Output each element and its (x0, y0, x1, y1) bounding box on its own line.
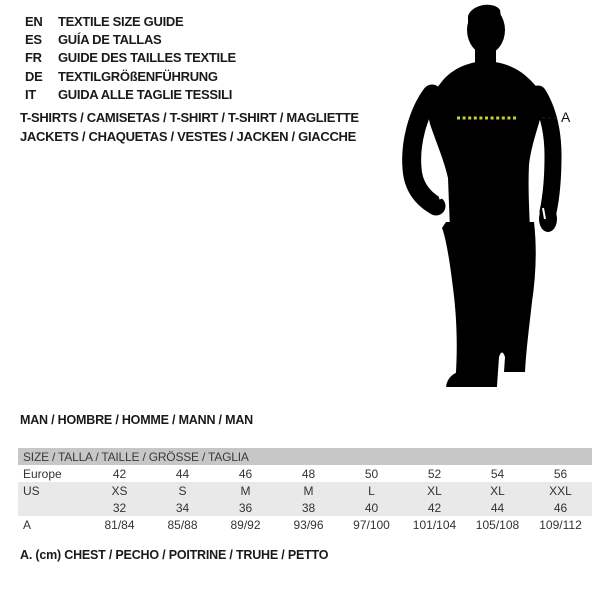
language-code: IT (25, 87, 36, 103)
language-label: GUÍA DE TALLAS (58, 32, 162, 48)
cell: 48 (301, 466, 316, 481)
right-armpit-gap (536, 140, 538, 203)
cell: M (214, 482, 277, 499)
table-row-uk (18, 499, 592, 516)
cell: 34 (151, 499, 214, 516)
language-code: ES (25, 32, 42, 48)
cell: 42 (403, 499, 466, 516)
language-row (25, 12, 236, 30)
hair-shape (468, 5, 502, 28)
cell: 50 (364, 466, 379, 481)
cell: 93/96 (293, 517, 324, 532)
man-silhouette (402, 0, 572, 400)
cell: 42 (112, 466, 127, 481)
legs-shape (442, 222, 536, 386)
language-code: DE (25, 68, 43, 84)
footnote: A. (cm) CHEST / PECHO / POITRINE / TRUHE / PETTO (20, 548, 329, 562)
cell: XL (466, 482, 529, 499)
section-title-man: MAN / HOMBRE / HOMME / MANN / MAN (20, 413, 253, 427)
cell: S (151, 482, 214, 499)
row-label (18, 499, 88, 516)
language-row (25, 30, 236, 48)
cell: 52 (427, 466, 442, 481)
foot-shape (446, 371, 497, 387)
size-table-header-row (18, 448, 592, 465)
language-code: EN (25, 13, 43, 29)
language-label: GUIDA ALLE TAGLIE TESSILI (58, 87, 233, 103)
table-row-us (18, 482, 592, 499)
language-label: TEXTILGRÖßENFÜHRUNG (58, 68, 218, 84)
torso-shape (428, 61, 543, 230)
cell: 105/108 (475, 517, 520, 532)
cell: XS (88, 482, 151, 499)
cell: 89/92 (230, 517, 261, 532)
left-armpit-gap (432, 148, 441, 199)
measure-label-a: A (561, 109, 571, 125)
table-row-chest-a (18, 516, 592, 533)
cell: 36 (214, 499, 277, 516)
cell: 85/88 (167, 517, 198, 532)
row-label: Europe (23, 466, 62, 481)
cell: 109/112 (539, 517, 582, 532)
category-tshirts: T-SHIRTS / CAMISETAS / T-SHIRT / T-SHIRT / MAGLIETTE (20, 110, 359, 125)
category-list (20, 108, 359, 146)
size-table-header: SIZE / TALLA / TAILLE / GRÖSSE / TAGLIA (18, 448, 592, 465)
hand-shape (539, 206, 557, 232)
size-table (18, 448, 592, 533)
language-code: FR (25, 50, 42, 66)
cell: XL (403, 482, 466, 499)
cell: 101/104 (412, 517, 457, 532)
language-row (25, 49, 236, 67)
cell: 54 (490, 466, 505, 481)
cell: 32 (88, 499, 151, 516)
cell: L (340, 482, 403, 499)
cell: XXL (529, 482, 592, 499)
language-row (25, 86, 236, 104)
cell: 56 (553, 466, 568, 481)
cell: 44 (466, 499, 529, 516)
cell: 38 (277, 499, 340, 516)
cell: 40 (340, 499, 403, 516)
man-silhouette-figure (402, 0, 572, 400)
language-list (25, 12, 236, 104)
cell: 81/84 (104, 517, 135, 532)
cell: M (277, 482, 340, 499)
language-label: GUIDE DES TAILLES TEXTILE (58, 50, 236, 66)
row-label: A (23, 517, 32, 532)
language-label: TEXTILE SIZE GUIDE (58, 13, 184, 29)
category-jackets: JACKETS / CHAQUETAS / VESTES / JACKEN / GIACCHE (20, 129, 356, 144)
row-label: US (18, 482, 88, 499)
cell: 44 (175, 466, 190, 481)
size-table-wrap (18, 448, 592, 533)
cell: 46 (529, 499, 592, 516)
table-row-europe (18, 465, 592, 482)
cell: 46 (238, 466, 253, 481)
language-row (25, 67, 236, 85)
cell: 97/100 (353, 517, 390, 532)
